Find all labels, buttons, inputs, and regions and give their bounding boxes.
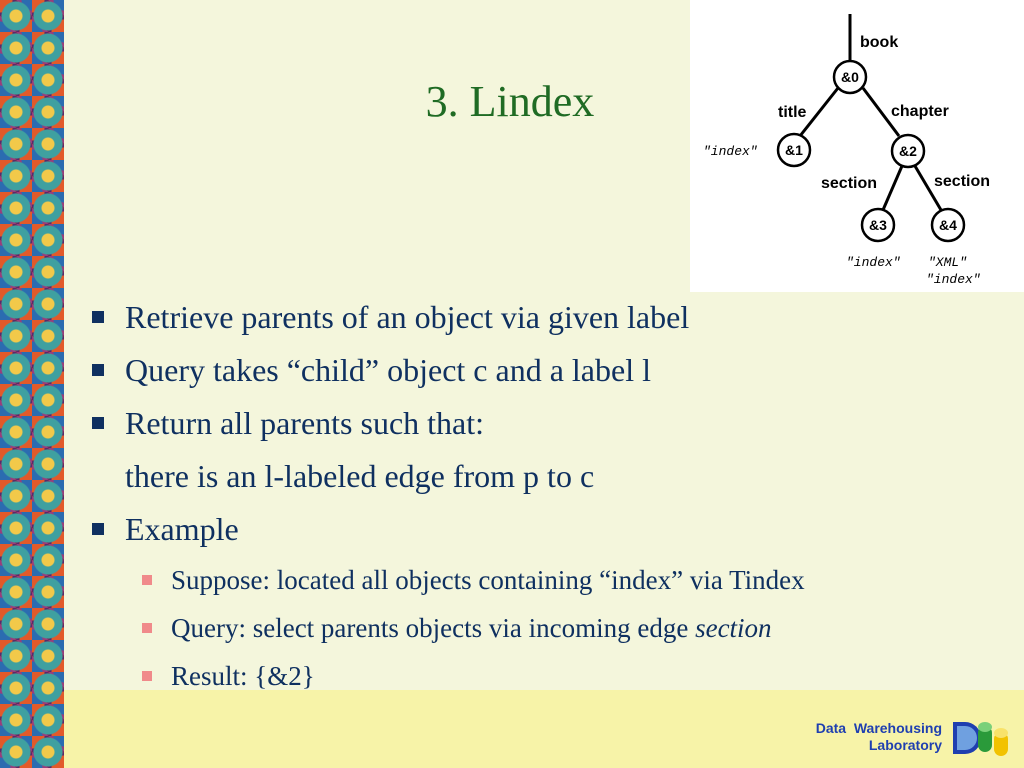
sub-bullet-square-icon xyxy=(142,671,152,681)
bullet-square-icon xyxy=(92,311,104,323)
list-item xyxy=(90,296,990,349)
list-item-continuation xyxy=(90,455,990,508)
node-3-id: &3 xyxy=(869,217,887,233)
edge-label-title: title xyxy=(778,104,807,121)
edge-label-section-left: section xyxy=(821,175,878,192)
list-item xyxy=(90,508,990,561)
edge-label-chapter: chapter xyxy=(891,103,949,120)
edge-section-3 xyxy=(883,166,902,210)
sub-bullet-square-icon xyxy=(142,623,152,633)
bullet-list xyxy=(90,296,990,705)
edge-label-book: book xyxy=(860,34,899,51)
sub-bullet-square-icon xyxy=(142,575,152,585)
bullet-text: Return all parents such that: xyxy=(125,405,485,441)
bullet-text: there is an l-labeled edge from p to c xyxy=(125,458,595,494)
node-4-value-index: "index" xyxy=(926,272,981,287)
emphasis-text: section xyxy=(695,613,772,643)
slide-title: 3. Lindex xyxy=(425,77,595,126)
lab-logo-icon xyxy=(951,718,1011,765)
list-item xyxy=(90,402,990,455)
node-0-id: &0 xyxy=(841,69,859,85)
bullet-text: Retrieve parents of an object via given label xyxy=(125,299,690,335)
sub-list-item xyxy=(90,657,990,705)
bullet-square-icon xyxy=(92,523,104,535)
bullet-square-icon xyxy=(92,417,104,429)
node-3-value: "index" xyxy=(846,255,901,270)
sub-list-item xyxy=(90,561,990,609)
node-1-value: "index" xyxy=(703,144,758,159)
bullet-square-icon xyxy=(92,364,104,376)
node-4-id: &4 xyxy=(939,217,957,233)
logo-line-2: Laboratory xyxy=(868,737,942,753)
node-4-value-xml: "XML" xyxy=(928,255,968,270)
bullet-text: Example xyxy=(125,511,239,547)
sub-bullet-text: Result: {&2} xyxy=(171,661,315,691)
decorative-side-border xyxy=(0,0,64,768)
oem-graph-figure xyxy=(690,0,1024,292)
node-1-id: &1 xyxy=(785,142,803,158)
edge-label-section-right: section xyxy=(934,173,991,190)
sub-list-item xyxy=(90,609,990,657)
node-2-id: &2 xyxy=(899,143,917,159)
logo-line-1: Data Warehousing xyxy=(815,720,942,736)
lab-logo-text xyxy=(760,720,942,754)
sub-bullet-text-wrapper xyxy=(171,609,772,647)
list-item xyxy=(90,349,990,402)
sub-bullet-text: Query: select parents objects via incoming edge xyxy=(171,613,696,643)
bullet-text: Query takes “child” object c and a label l xyxy=(125,352,651,388)
sub-bullet-text: Suppose: located all objects containing “index” via Tindex xyxy=(171,565,805,595)
